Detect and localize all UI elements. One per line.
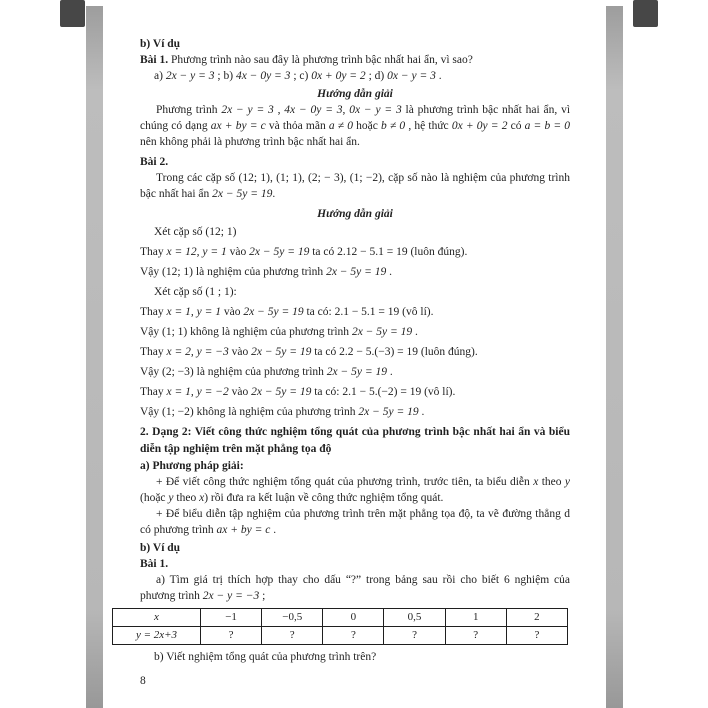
solution-line: Xét cặp số (1 ; 1): <box>154 286 237 298</box>
section-2-heading: 2. Dạng 2: Viết công thức nghiệm tổng quát của phương trình bậc nhất hai ẩn và biểu diễn tập nghiệm trên mặt phẳng tọa độ <box>140 426 570 455</box>
solution-line: Vậy (12; 1) là nghiệm của phương trình 2x − 5y = 19 . <box>140 266 393 278</box>
photo-edge-left <box>86 6 103 708</box>
solution-line: Thay x = 12, y = 1 vào 2x − 5y = 19 ta có 2.12 − 5.1 = 19 (luôn đúng). <box>140 246 468 258</box>
method-heading: a) Phương pháp giải: <box>140 460 244 472</box>
solution-line: Thay x = 2, y = −3 vào 2x − 5y = 19 ta có 2.2 − 5.(−3) = 19 (luôn đúng). <box>140 346 478 358</box>
table-row-x <box>113 609 568 627</box>
example-section-heading-2: b) Ví dụ <box>140 542 181 554</box>
method-step-1: + Để viết công thức nghiệm tổng quát của phương trình, trước tiên, ta biểu diễn x theo y (hoặc y theo x) rồi đưa ra kết luận về công thức nghiệm tổng quát. <box>140 476 570 504</box>
method-step-2: + Để biểu diễn tập nghiệm của phương trình trên mặt phẳng tọa độ, ta vẽ đường thẳng d có phương trình ax + by = c . <box>140 508 570 536</box>
solution-line: Thay x = 1, y = 1 vào 2x − 5y = 19 ta có: 2.1 − 5.1 = 19 (vô lí). <box>140 306 434 318</box>
photo-mark-top-left <box>60 0 85 27</box>
table-cell: ? <box>384 627 445 645</box>
solution-guide-heading-1: Hướng dẫn giải <box>317 88 393 100</box>
table-cell: ? <box>262 627 323 645</box>
table-cell: 0 <box>323 609 384 627</box>
exercise-2-text: Trong các cặp số (12; 1), (1; 1), (2; − 3), (1; −2), cặp số nào là nghiệm của phương trình bậc nhất hai ẩn 2x − 5y = 19. <box>140 172 570 200</box>
table-cell: ? <box>445 627 506 645</box>
table-cell: −0,5 <box>262 609 323 627</box>
solution-guide-heading-2: Hướng dẫn giải <box>317 208 393 220</box>
exercise-1b-part-b: b) Viết nghiệm tổng quát của phương trình trên? <box>154 651 377 663</box>
exercise-1b-part-a: a) Tìm giá trị thích hợp thay cho dấu “?” trong bảng sau rồi cho biết 6 nghiệm của phương trình 2x − y = −3 ; <box>140 574 570 602</box>
solution-line: Xét cặp số (12; 1) <box>154 226 237 238</box>
solution-line: Vậy (1; −2) không là nghiệm của phương trình 2x − 5y = 19 . <box>140 406 425 418</box>
photo-edge-right <box>606 6 623 708</box>
table-cell: 1 <box>445 609 506 627</box>
table-cell: 0,5 <box>384 609 445 627</box>
exercise-1-options: a) 2x − y = 3 ; b) 4x − 0y = 3 ; c) 0x + 0y = 2 ; d) 0x − y = 3 . <box>154 70 442 82</box>
table-cell: −1 <box>201 609 262 627</box>
values-table <box>112 608 568 645</box>
table-cell: x <box>113 609 201 627</box>
exercise-1-heading: Bài 1. Phương trình nào sau đây là phương trình bậc nhất hai ẩn, vì sao? <box>140 54 473 66</box>
table-cell: ? <box>201 627 262 645</box>
table-row-y <box>113 627 568 645</box>
table-cell: 2 <box>506 609 567 627</box>
table-cell: ? <box>506 627 567 645</box>
table-cell: y = 2x+3 <box>113 627 201 645</box>
page-content <box>135 36 571 689</box>
solution-line: Vậy (1; 1) không là nghiệm của phương trình 2x − 5y = 19 . <box>140 326 418 338</box>
solution-line: Thay x = 1, y = −2 vào 2x − 5y = 19 ta có: 2.1 − 5.(−2) = 19 (vô lí). <box>140 386 456 398</box>
exercise-1b-heading: Bài 1. <box>140 558 169 570</box>
solution-paragraph-1: Phương trình 2x − y = 3 , 4x − 0y = 3, 0x − y = 3 là phương trình bậc nhất hai ẩn, vì chúng có dạng ax + by = c và thỏa mãn a ≠ 0 hoặc b ≠ 0 , hệ thức 0x + 0y = 2 có a = b = 0 nên không phải là phương trình bậc nhất hai ẩn. <box>140 104 571 148</box>
example-section-heading-1: b) Ví dụ <box>140 38 181 50</box>
document-page <box>103 0 606 708</box>
photo-mark-top-right <box>633 0 658 27</box>
page-number: 8 <box>140 675 146 687</box>
exercise-2-heading: Bài 2. <box>140 156 169 168</box>
solution-line: Vậy (2; −3) là nghiệm của phương trình 2x − 5y = 19 . <box>140 366 393 378</box>
table-cell: ? <box>323 627 384 645</box>
